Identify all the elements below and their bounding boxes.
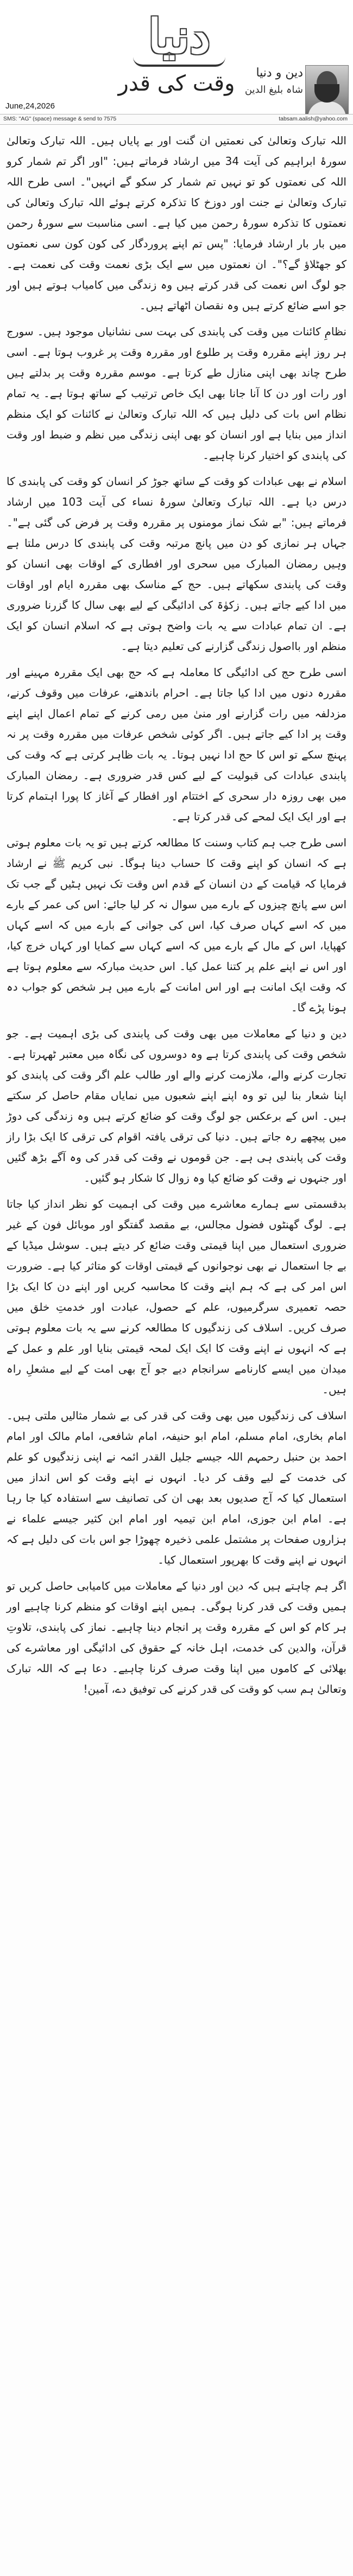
article-paragraph-2: نظامِ کائنات میں وقت کی پابندی کی بہت سی نشانیاں موجود ہیں۔ سورج ہر روز اپنے مقررہ وقت پر طلوع اور مقررہ وقت پر غروب ہوتا ہے۔ اسی طرح چاند بھی اپنی منازل طے کرتا ہے۔ موسم مقررہ وقت پر بدلتے ہیں اور رات اور دن کا آنا جانا بھی ایک خاص ترتیب کے ساتھ ہوتا ہے۔ یہ تمام نظام اس بات کی دلیل ہیں کہ اللہ تبارک وتعالیٰ نے کائنات کو ایک منظم انداز میں بنایا ہے اور انسان کو بھی اپنی زندگی میں نظم و ضبط اور وقت کی پابندی کو اختیار کرنا چاہیے۔ xyxy=(7,325,346,462)
article-paragraph-4: اسی طرح حج کی ادائیگی کا معاملہ ہے کہ حج بھی ایک مقررہ مہینے اور مقررہ دنوں میں ادا کیا جاتا ہے۔ احرام باندھنے، عرفات میں وقوف کرنے، مزدلفہ میں رات گزارنے اور منیٰ میں رمی کرنے کے تمام اعمال اپنے اپنے وقت پر ادا کیے جاتے ہیں۔ اگر کوئی شخص عرفات میں مقررہ وقت پر نہ پہنچ سکے تو اس کا حج ادا نہیں ہوتا۔ یہ بات ظاہر کرتی ہے کہ وقت کی پابندی عبادات کی قبولیت کے لیے کس قدر ضروری ہے۔ رمضان المبارک میں بھی روزہ دار سحری کے اختتام اور افطار کے آغاز کا پورا اہتمام کرتا ہے اور ایک ایک لمحے کی قدر کرتا ہے۔ xyxy=(7,666,346,823)
sms-instruction: SMS: "AG" (space) message & send to 7575 xyxy=(3,116,117,122)
author-photo-shoulders xyxy=(308,101,346,115)
author-photo xyxy=(305,65,349,115)
article-body xyxy=(7,130,346,1699)
column-series-name: دین و دنیا xyxy=(256,66,303,80)
article-paragraph-7: بدقسمتی سے ہمارے معاشرے میں وقت کی اہمیت کو نظر انداز کیا جاتا ہے۔ لوگ گھنٹوں فضول مجالس، بے مقصد گفتگو اور موبائل فون کے غیر ضروری استعمال میں اپنا قیمتی وقت ضائع کر دیتے ہیں۔ سوشل میڈیا کے بے جا استعمال نے بھی نوجوانوں کے قیمتی اوقات کو متاثر کیا ہے۔ ضرورت اس امر کی ہے کہ ہم اپنے وقت کا محاسبہ کریں اور اپنے دن کا ایک بڑا حصہ تعمیری سرگرمیوں، علم کے حصول، عبادت اور خدمتِ خلق میں صرف کریں۔ اسلاف کی زندگیوں کا مطالعہ کرنے سے یہ بات معلوم ہوتی ہے کہ انہوں نے اپنے وقت کا ایک ایک لمحہ قیمتی بنایا اور علم و عمل کے میدان میں ایسے کارنامے سرانجام دیے جو آج بھی امت کے لیے مشعلِ راہ ہیں۔ xyxy=(7,1197,346,1396)
author-email: tabsam.aalish@yahoo.com xyxy=(279,116,348,122)
article-paragraph-1: اللہ تبارک وتعالیٰ کی نعمتیں ان گنت اور بے پایاں ہیں۔ اللہ تبارک وتعالیٰ سورۂ ابراہیم کی آیت 34 میں ارشاد فرماتے ہیں: "اور اگر تم شمار کرو اللہ کی نعمتوں کو تو نہیں تم شمار کر سکو گے انہیں"۔ اسی طرح اللہ تبارک وتعالیٰ نے جنت اور دوزخ کا تذکرہ کرتے ہوئے اللہ تبارک وتعالیٰ کی نعمتوں کا تذکرہ سورۂ رحمن میں کیا ہے۔ اسی مناسبت سے سورۂ رحمن میں بار بار ارشاد فرمایا: "پس تم اپنے پروردگار کی کون کون سی نعمتوں کو جھٹلاؤ گے؟"۔ ان نعمتوں میں سے ایک بڑی نعمت وقت کی نعمت ہے۔ جو لوگ اس نعمت کی قدر کرتے ہیں وہ زندگی میں کامیاب ہوتے ہیں اور جو اسے ضائع کرتے ہیں وہ نقصان اٹھاتے ہیں۔ xyxy=(7,134,346,312)
newspaper-logo xyxy=(117,5,242,71)
logo-swoosh-icon xyxy=(133,57,225,67)
article-paragraph-3: اسلام نے بھی عبادات کو وقت کے ساتھ جوڑ کر انسان کو وقت کی پابندی کا درس دیا ہے۔ اللہ تبارک وتعالیٰ سورۂ نساء کی آیت 103 میں ارشاد فرماتے ہیں: "بے شک نماز مومنوں پر مقررہ وقت پر فرض کی گئی ہے"۔ جہاں ہر نمازی کو دن میں پانچ مرتبہ وقت کی پابندی کا درس ملتا ہے وہیں رمضان المبارک میں سحری اور افطاری کے اوقات بھی انسان کو وقت کی پابندی سکھاتے ہیں۔ حج کے مناسک بھی مقررہ ایام اور اوقات میں ادا کیے جاتے ہیں۔ زکوٰۃ کی ادائیگی کے لیے بھی سال کا گزرنا ضروری ہے۔ ان تمام عبادات سے یہ بات واضح ہوتی ہے کہ اسلام انسان کو ایک منظم اور بااصول زندگی گزارنے کی تعلیم دیتا ہے۔ xyxy=(7,475,346,653)
column-title: وقت کی قدر xyxy=(118,71,235,96)
publish-date: June,24,2026 xyxy=(5,101,55,111)
article-paragraph-6: دین و دنیا کے معاملات میں بھی وقت کی پابندی کی بڑی اہمیت ہے۔ جو شخص وقت کی پابندی کرتا ہے وہ دوسروں کی نگاہ میں معتبر ٹھہرتا ہے۔ تجارت کرنے والے، ملازمت کرنے والے اور طالب علم اگر وقت کی پابندی کو اپنا شعار بنا لیں تو وہ اپنے اپنے شعبوں میں نمایاں مقام حاصل کر سکتے ہیں۔ اس کے برعکس جو لوگ وقت کو ضائع کرتے ہیں وہ زندگی کی دوڑ میں پیچھے رہ جاتے ہیں۔ دنیا کی ترقی یافتہ اقوام کی ترقی کا ایک بڑا راز وقت کی پابندی ہی ہے۔ جن قوموں نے وقت کی قدر کی وہ آگے بڑھ گئیں اور جنہوں نے وقت کو ضائع کیا وہ زوال کا شکار ہو گئیں۔ xyxy=(7,1027,346,1184)
logo-text: دنیا xyxy=(148,9,211,64)
masthead xyxy=(0,0,353,122)
article-paragraph-5: اسی طرح جب ہم کتاب وسنت کا مطالعہ کرتے ہیں تو یہ بات معلوم ہوتی ہے کہ انسان کو اپنے وقت کا حساب دینا ہوگا۔ نبی کریم ﷺ نے ارشاد فرمایا کہ قیامت کے دن انسان کے قدم اس وقت تک نہیں ہٹیں گے جب تک اس سے پانچ چیزوں کے بارے میں سوال نہ کر لیا جائے: اس کی عمر کے بارے میں کہ اسے کہاں صرف کیا، اس کی جوانی کے بارے میں کہ اسے کہاں کھپایا، اس کے مال کے بارے میں کہ اسے کہاں سے کمایا اور کہاں خرچ کیا، اور اس نے اپنے علم پر کتنا عمل کیا۔ اس حدیث مبارکہ سے معلوم ہوتا ہے کہ وقت ایک امانت ہے اور اس امانت کے بارے میں ہر شخص کو جواب دہ ہونا پڑے گا۔ xyxy=(7,836,347,1014)
article-paragraph-8: اسلاف کی زندگیوں میں بھی وقت کی قدر کی بے شمار مثالیں ملتی ہیں۔ امام بخاری، امام مسلم، امام ابو حنیفہ، امام شافعی، امام مالک اور امام احمد بن حنبل رحمہم اللہ جیسے جلیل القدر ائمہ نے اپنی زندگیوں کو علم کی خدمت کے لیے وقف کر دیا۔ انہوں نے اپنے وقت کو اس انداز میں استعمال کیا کہ آج صدیوں بعد بھی ان کی تصانیف سے استفادہ کیا جا رہا ہے۔ امام ابن جوزی، امام ابن تیمیہ اور امام ابن کثیر جیسے علماء نے ہزاروں صفحات پر مشتمل علمی ذخیرہ چھوڑا جو اس بات کی دلیل ہے کہ انہوں نے اپنے وقت کا بھرپور استعمال کیا۔ xyxy=(7,1409,346,1566)
author-name: شاہ بلیغ الدین xyxy=(244,84,303,95)
author-photo-beard xyxy=(314,84,339,103)
article-paragraph-9: اگر ہم چاہتے ہیں کہ دین اور دنیا کے معاملات میں کامیابی حاصل کریں تو ہمیں وقت کی قدر کرنا ہوگی۔ ہمیں اپنے اوقات کو منظم کرنا چاہیے اور ہر کام کو اس کے مقررہ وقت پر انجام دینا چاہیے۔ نماز کی پابندی، تلاوتِ قرآن، والدین کی خدمت، اہل خانہ کے حقوق کی ادائیگی اور معاشرے کی بھلائی کے کاموں میں اپنا وقت صرف کرنا چاہیے۔ دعا ہے کہ اللہ تبارک وتعالیٰ ہم سب کو وقت کی قدر کرنے کی توفیق دے، آمین! xyxy=(7,1579,346,1695)
